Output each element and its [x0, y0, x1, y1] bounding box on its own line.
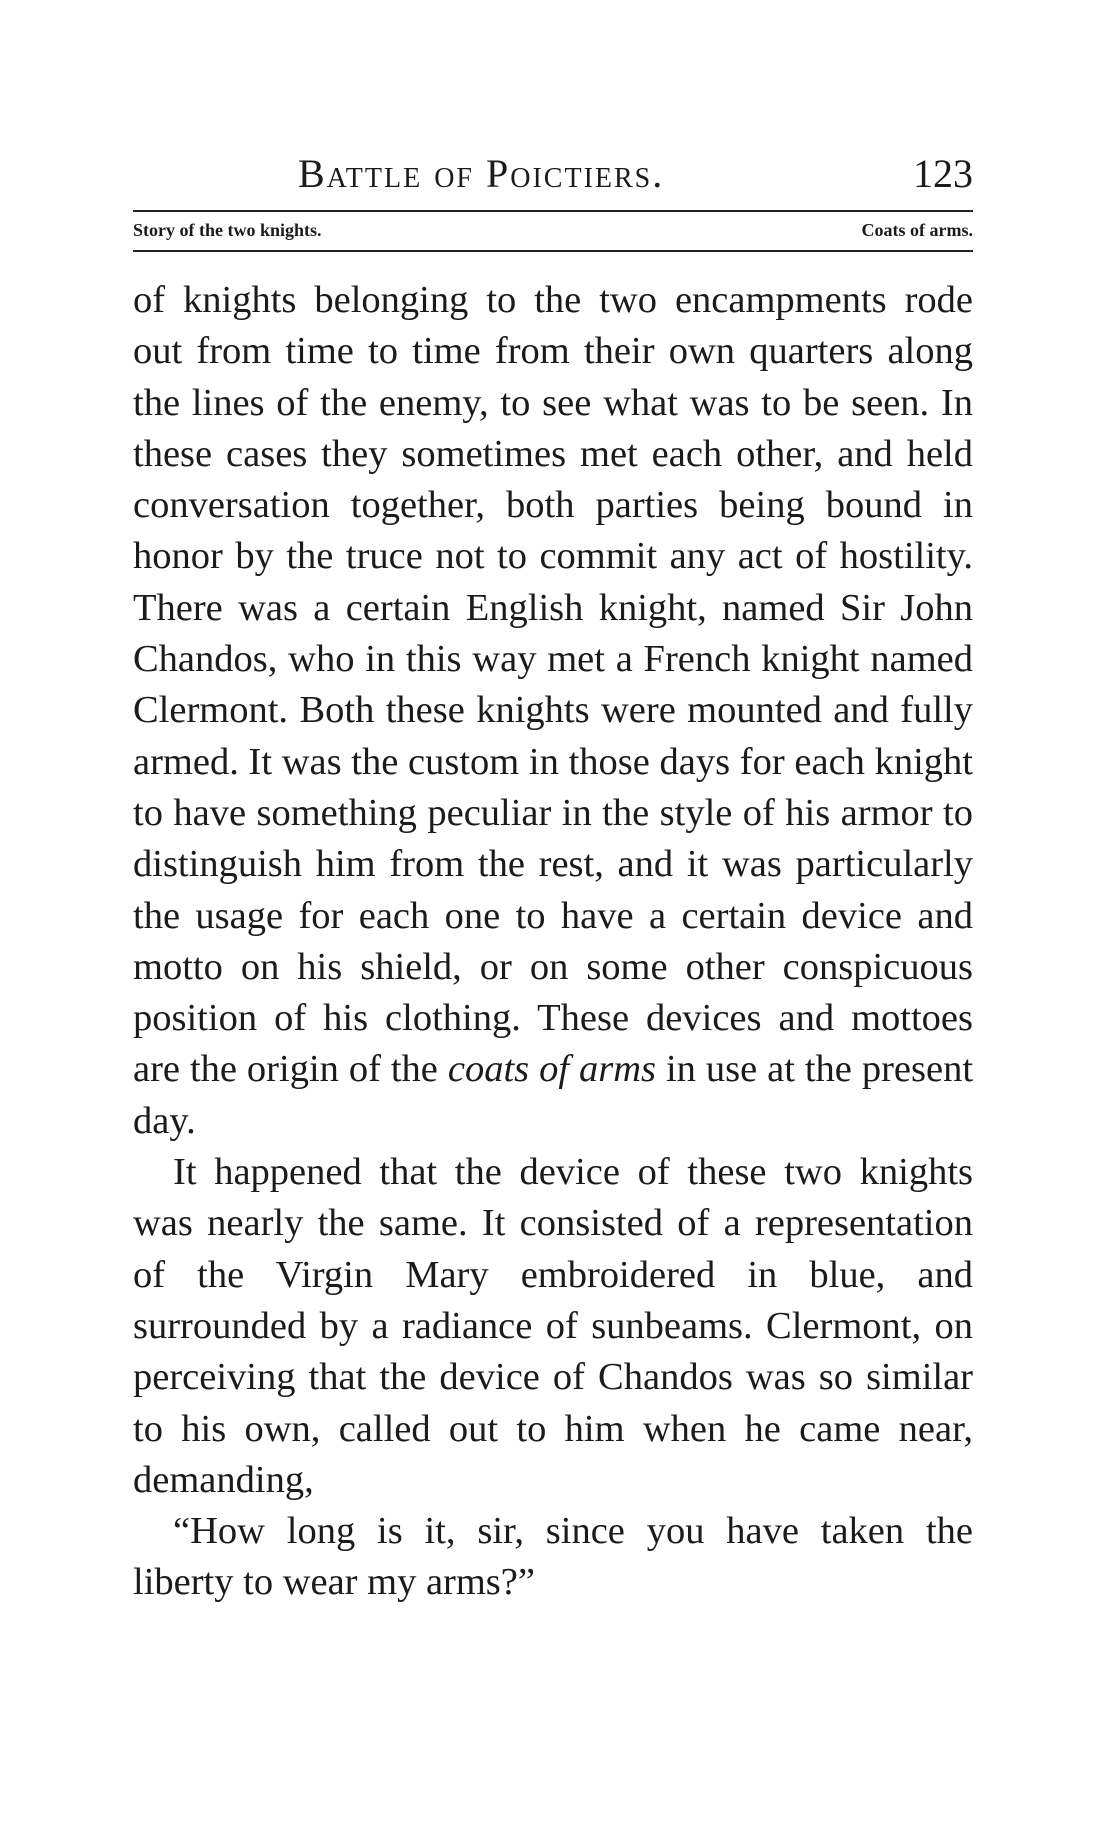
- paragraph-1-end: in use at the present day.: [133, 1048, 974, 1142]
- page-number: 123: [913, 151, 973, 196]
- paragraph-2: It happened that the device of these two knights was nearly the same. It consisted of a representation of the Virgin Mary embroidered in blue, and surrounded by a radiance of sunbeams. Clermont, on perceiving that the device of Chandos was so similar to his own, called out to him when he came near, demanding,: [133, 1151, 973, 1501]
- header-rule-top: [133, 210, 973, 212]
- header-rule-bottom: [133, 250, 973, 252]
- running-title: Battle of Poictiers.: [298, 151, 665, 196]
- body-text: [133, 275, 973, 1609]
- paragraph-3: “How long is it, sir, since you have taken the liberty to wear my arms?”: [133, 1510, 973, 1604]
- paragraph-1-italic: coats of arms: [447, 1048, 656, 1091]
- subhead-left: Story of the two knights.: [133, 220, 322, 240]
- paragraph-1: [133, 275, 973, 1147]
- paragraph-1-text: of knights belonging to the two encampments rode out from time to time from their own quarters along the lines of the enemy, to see what was to be seen. In these cases they sometimes met each other, and held conversation together, both parties being bound in honor by the truce not to commit any act of hostility. There was a certain English knight, named Sir John Chandos, who in this way met a French knight named Clermont. Both these knights were mounted and fully armed. It was the custom in those days for each knight to have something peculiar in the style of his armor to distinguish him from the rest, and it was particularly the usage for each one to have a certain device and motto on his shield, or on some other conspicuous position of his clothing. These devices and mottoes are the origin of the: [133, 279, 973, 1091]
- subhead-right: Coats of arms.: [861, 220, 973, 240]
